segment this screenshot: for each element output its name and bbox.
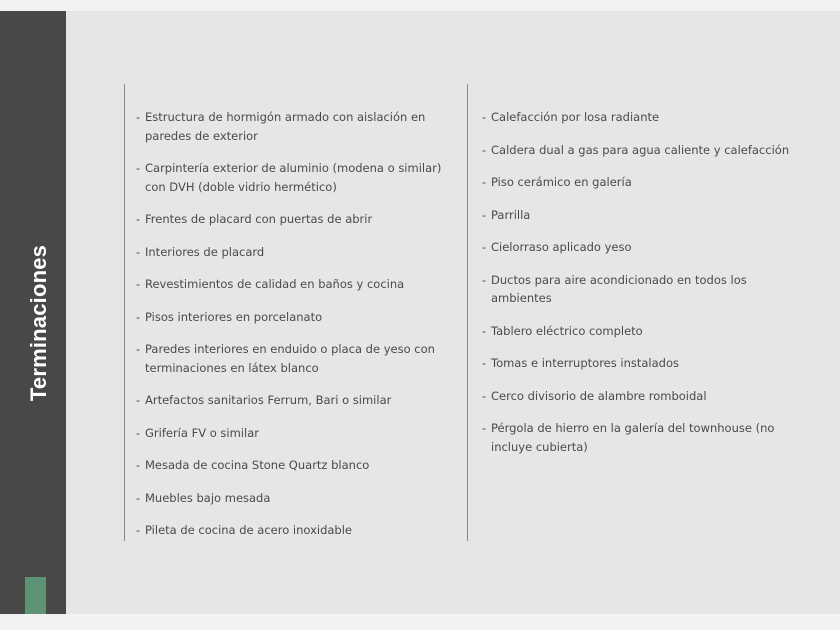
- list-item: [482, 141, 800, 160]
- sidebar: [0, 11, 66, 614]
- list-item-text: Tomas e interruptores instalados: [491, 356, 679, 370]
- list-item-text: Mesada de cocina Stone Quartz blanco: [145, 458, 370, 472]
- list-item: [136, 243, 454, 262]
- list-item-text: Piso cerámico en galería: [491, 175, 632, 189]
- list-item: [482, 322, 800, 341]
- center-divider: [467, 84, 468, 541]
- bullet-dash: -: [482, 142, 487, 157]
- list-item-text: Cerco divisorio de alambre romboidal: [491, 388, 707, 403]
- list-item: [136, 308, 454, 327]
- list-item: [136, 521, 454, 540]
- section-title: Terminaciones: [26, 244, 51, 402]
- list-item-text: Estructura de hormigón armado con aislación en paredes de exterior: [145, 110, 426, 143]
- bullet-dash: -: [136, 161, 141, 175]
- list-item-text: Calefacción por losa radiante: [491, 110, 660, 124]
- list-item-text: Pérgola de hierro en la galería del townhouse (no incluye cubierta): [491, 421, 775, 454]
- bullet-dash: -: [136, 244, 141, 259]
- bullet-dash: -: [136, 277, 141, 291]
- bullet-dash: -: [482, 110, 487, 124]
- slide: [0, 11, 840, 614]
- list-item-text: Tablero eléctrico completo: [491, 323, 643, 338]
- list-item: [136, 275, 454, 294]
- list-item: [136, 108, 454, 145]
- list-item-text: Carpintería exterior de aluminio (modena o similar) con DVH (doble vidrio hermético): [145, 161, 442, 194]
- list-item: [482, 419, 800, 456]
- list-item: [482, 108, 800, 127]
- list-item-text: Paredes interiores en enduido o placa de yeso con terminaciones en látex blanco: [145, 342, 435, 375]
- bullet-dash: -: [136, 523, 141, 537]
- list-item: [136, 340, 454, 377]
- list-item: [482, 206, 800, 225]
- left-divider: [124, 84, 125, 541]
- list-item-text: Muebles bajo mesada: [145, 490, 271, 505]
- list-item-text: Parrilla: [491, 207, 531, 222]
- bullet-dash: -: [136, 458, 141, 472]
- bullet-dash: -: [482, 207, 487, 222]
- bullet-dash: -: [136, 425, 141, 440]
- bullet-dash: -: [482, 175, 487, 189]
- list-item: [136, 391, 454, 410]
- list-item: [482, 387, 800, 406]
- bullet-dash: -: [482, 323, 487, 338]
- list-item: [136, 210, 454, 229]
- bullet-dash: -: [482, 421, 487, 435]
- list-item-text: Revestimientos de calidad en baños y cocina: [145, 277, 405, 291]
- list-item-text: Pisos interiores en porcelanato: [145, 309, 323, 324]
- list-item-text: Artefactos sanitarios Ferrum, Bari o similar: [145, 393, 392, 407]
- list-item: [482, 238, 800, 257]
- list-item-text: Grifería FV o similar: [145, 425, 259, 440]
- bullet-dash: -: [136, 342, 141, 356]
- bullet-dash: -: [482, 272, 487, 287]
- list-item: [136, 489, 454, 508]
- list-item: [136, 159, 454, 196]
- bullet-dash: -: [482, 388, 487, 403]
- left-feature-list: [136, 108, 454, 554]
- bullet-dash: -: [136, 393, 141, 407]
- bullet-dash: -: [482, 240, 487, 254]
- list-item-text: Frentes de placard con puertas de abrir: [145, 212, 373, 226]
- list-item: [136, 424, 454, 443]
- bullet-dash: -: [136, 309, 141, 324]
- list-item: [482, 173, 800, 192]
- accent-block: [25, 577, 46, 614]
- list-item: [136, 456, 454, 475]
- list-item-text: Ductos para aire acondicionado en todos los ambientes: [491, 272, 747, 305]
- list-item-text: Interiores de placard: [145, 244, 265, 259]
- list-item-text: Pileta de cocina de acero inoxidable: [145, 523, 352, 537]
- right-feature-list: [482, 108, 800, 470]
- list-item: [482, 271, 800, 308]
- bullet-dash: -: [136, 212, 141, 226]
- list-item-text: Cielorraso aplicado yeso: [491, 240, 632, 254]
- bullet-dash: -: [136, 490, 141, 505]
- list-item: [482, 354, 800, 373]
- bullet-dash: -: [136, 110, 141, 124]
- bullet-dash: -: [482, 356, 487, 370]
- list-item-text: Caldera dual a gas para agua caliente y calefacción: [491, 142, 790, 157]
